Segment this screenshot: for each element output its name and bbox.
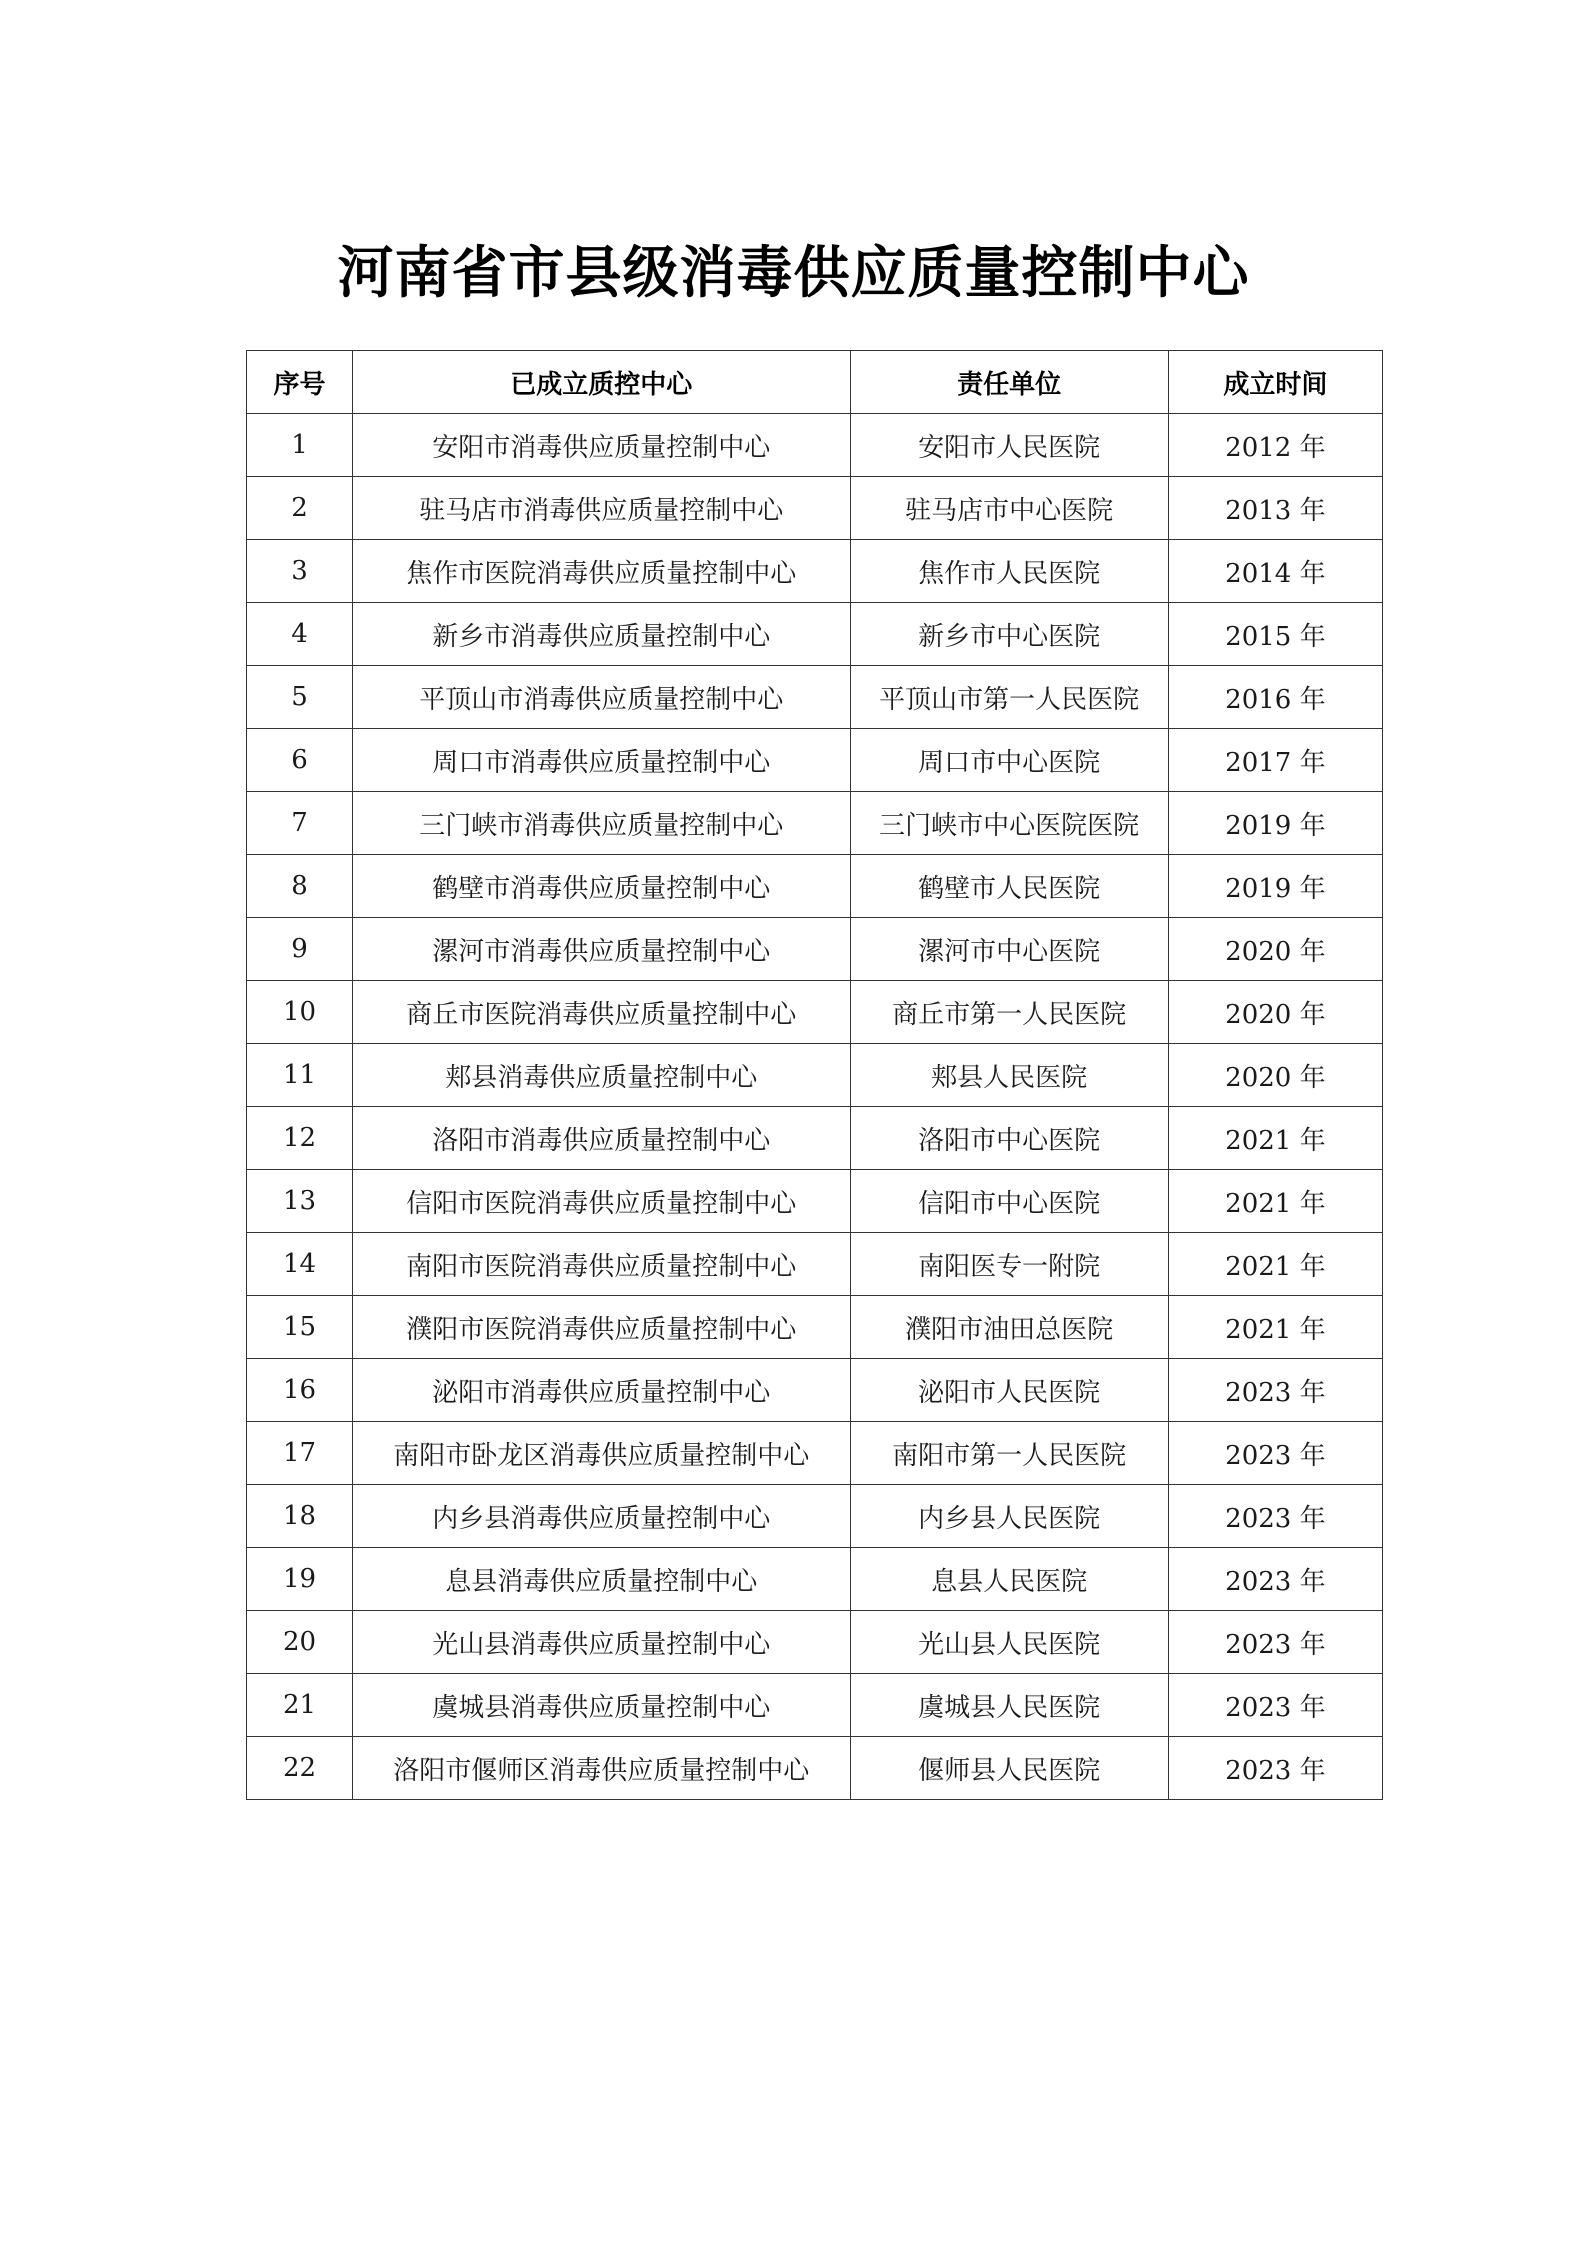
cell-serial-number: 18	[247, 1485, 353, 1548]
cell-serial-number: 5	[247, 666, 353, 729]
cell-responsible-unit: 驻马店市中心医院	[850, 477, 1168, 540]
table-header-row	[247, 351, 1383, 414]
cell-responsible-unit: 周口市中心医院	[850, 729, 1168, 792]
cell-center-name: 泌阳市消毒供应质量控制中心	[353, 1359, 850, 1422]
cell-center-name: 郏县消毒供应质量控制中心	[353, 1044, 850, 1107]
cell-center-name: 息县消毒供应质量控制中心	[353, 1548, 850, 1611]
table-row	[247, 1107, 1383, 1170]
cell-established-year: 2019 年	[1168, 792, 1382, 855]
page-title: 河南省市县级消毒供应质量控制中心	[337, 240, 1250, 306]
cell-center-name: 商丘市医院消毒供应质量控制中心	[353, 981, 850, 1044]
cell-center-name: 虞城县消毒供应质量控制中心	[353, 1674, 850, 1737]
table-row	[247, 1485, 1383, 1548]
table-row	[247, 918, 1383, 981]
cell-serial-number: 16	[247, 1359, 353, 1422]
table-row	[247, 1548, 1383, 1611]
table-row	[247, 981, 1383, 1044]
cell-responsible-unit: 泌阳市人民医院	[850, 1359, 1168, 1422]
cell-serial-number: 1	[247, 414, 353, 477]
cell-established-year: 2021 年	[1168, 1233, 1382, 1296]
cell-serial-number: 21	[247, 1674, 353, 1737]
table-row	[247, 855, 1383, 918]
cell-responsible-unit: 漯河市中心医院	[850, 918, 1168, 981]
table-row	[247, 729, 1383, 792]
table-row	[247, 603, 1383, 666]
cell-center-name: 平顶山市消毒供应质量控制中心	[353, 666, 850, 729]
table-row	[247, 540, 1383, 603]
cell-responsible-unit: 虞城县人民医院	[850, 1674, 1168, 1737]
cell-responsible-unit: 商丘市第一人民医院	[850, 981, 1168, 1044]
cell-established-year: 2023 年	[1168, 1737, 1382, 1800]
cell-established-year: 2021 年	[1168, 1170, 1382, 1233]
cell-responsible-unit: 濮阳市油田总医院	[850, 1296, 1168, 1359]
cell-responsible-unit: 南阳市第一人民医院	[850, 1422, 1168, 1485]
cell-established-year: 2023 年	[1168, 1359, 1382, 1422]
cell-responsible-unit: 三门峡市中心医院医院	[850, 792, 1168, 855]
table-row	[247, 1044, 1383, 1107]
cell-center-name: 洛阳市消毒供应质量控制中心	[353, 1107, 850, 1170]
cell-responsible-unit: 息县人民医院	[850, 1548, 1168, 1611]
cell-responsible-unit: 南阳医专一附院	[850, 1233, 1168, 1296]
cell-responsible-unit: 焦作市人民医院	[850, 540, 1168, 603]
table-row	[247, 1737, 1383, 1800]
cell-center-name: 漯河市消毒供应质量控制中心	[353, 918, 850, 981]
cell-serial-number: 3	[247, 540, 353, 603]
cell-serial-number: 8	[247, 855, 353, 918]
cell-established-year: 2020 年	[1168, 1044, 1382, 1107]
cell-established-year: 2021 年	[1168, 1296, 1382, 1359]
cell-center-name: 南阳市卧龙区消毒供应质量控制中心	[353, 1422, 850, 1485]
cell-established-year: 2014 年	[1168, 540, 1382, 603]
cell-center-name: 安阳市消毒供应质量控制中心	[353, 414, 850, 477]
cell-serial-number: 11	[247, 1044, 353, 1107]
cell-serial-number: 20	[247, 1611, 353, 1674]
cell-responsible-unit: 偃师县人民医院	[850, 1737, 1168, 1800]
cell-responsible-unit: 内乡县人民医院	[850, 1485, 1168, 1548]
cell-center-name: 驻马店市消毒供应质量控制中心	[353, 477, 850, 540]
cell-serial-number: 15	[247, 1296, 353, 1359]
header-center-name: 已成立质控中心	[353, 351, 850, 414]
cell-responsible-unit: 新乡市中心医院	[850, 603, 1168, 666]
header-responsible-unit: 责任单位	[850, 351, 1168, 414]
table-body	[247, 414, 1383, 1800]
quality-control-centers-table	[246, 350, 1383, 1800]
table-row	[247, 1611, 1383, 1674]
cell-center-name: 三门峡市消毒供应质量控制中心	[353, 792, 850, 855]
cell-responsible-unit: 洛阳市中心医院	[850, 1107, 1168, 1170]
table-row	[247, 1233, 1383, 1296]
cell-center-name: 洛阳市偃师区消毒供应质量控制中心	[353, 1737, 850, 1800]
header-serial-number: 序号	[247, 351, 353, 414]
cell-established-year: 2019 年	[1168, 855, 1382, 918]
table-row	[247, 414, 1383, 477]
cell-established-year: 2023 年	[1168, 1422, 1382, 1485]
table-row	[247, 666, 1383, 729]
cell-responsible-unit: 平顶山市第一人民医院	[850, 666, 1168, 729]
cell-center-name: 新乡市消毒供应质量控制中心	[353, 603, 850, 666]
table-row	[247, 1170, 1383, 1233]
cell-established-year: 2020 年	[1168, 918, 1382, 981]
cell-serial-number: 14	[247, 1233, 353, 1296]
cell-serial-number: 10	[247, 981, 353, 1044]
cell-serial-number: 19	[247, 1548, 353, 1611]
cell-established-year: 2023 年	[1168, 1548, 1382, 1611]
cell-center-name: 光山县消毒供应质量控制中心	[353, 1611, 850, 1674]
cell-established-year: 2012 年	[1168, 414, 1382, 477]
cell-center-name: 焦作市医院消毒供应质量控制中心	[353, 540, 850, 603]
cell-established-year: 2013 年	[1168, 477, 1382, 540]
cell-serial-number: 17	[247, 1422, 353, 1485]
table-row	[247, 792, 1383, 855]
cell-serial-number: 9	[247, 918, 353, 981]
cell-responsible-unit: 信阳市中心医院	[850, 1170, 1168, 1233]
table-row	[247, 1296, 1383, 1359]
cell-center-name: 南阳市医院消毒供应质量控制中心	[353, 1233, 850, 1296]
cell-serial-number: 2	[247, 477, 353, 540]
cell-responsible-unit: 鹤壁市人民医院	[850, 855, 1168, 918]
table-row	[247, 1674, 1383, 1737]
cell-established-year: 2021 年	[1168, 1107, 1382, 1170]
header-established-year: 成立时间	[1168, 351, 1382, 414]
cell-center-name: 内乡县消毒供应质量控制中心	[353, 1485, 850, 1548]
cell-center-name: 濮阳市医院消毒供应质量控制中心	[353, 1296, 850, 1359]
cell-established-year: 2015 年	[1168, 603, 1382, 666]
cell-responsible-unit: 安阳市人民医院	[850, 414, 1168, 477]
cell-established-year: 2020 年	[1168, 981, 1382, 1044]
cell-established-year: 2017 年	[1168, 729, 1382, 792]
cell-center-name: 信阳市医院消毒供应质量控制中心	[353, 1170, 850, 1233]
cell-established-year: 2023 年	[1168, 1485, 1382, 1548]
cell-established-year: 2023 年	[1168, 1611, 1382, 1674]
cell-serial-number: 4	[247, 603, 353, 666]
cell-responsible-unit: 光山县人民医院	[850, 1611, 1168, 1674]
cell-established-year: 2016 年	[1168, 666, 1382, 729]
cell-serial-number: 13	[247, 1170, 353, 1233]
table-row	[247, 477, 1383, 540]
cell-established-year: 2023 年	[1168, 1674, 1382, 1737]
cell-responsible-unit: 郏县人民医院	[850, 1044, 1168, 1107]
cell-serial-number: 22	[247, 1737, 353, 1800]
table-row	[247, 1422, 1383, 1485]
cell-center-name: 鹤壁市消毒供应质量控制中心	[353, 855, 850, 918]
table-row	[247, 1359, 1383, 1422]
cell-serial-number: 7	[247, 792, 353, 855]
table-header	[247, 351, 1383, 414]
cell-serial-number: 12	[247, 1107, 353, 1170]
cell-serial-number: 6	[247, 729, 353, 792]
cell-center-name: 周口市消毒供应质量控制中心	[353, 729, 850, 792]
